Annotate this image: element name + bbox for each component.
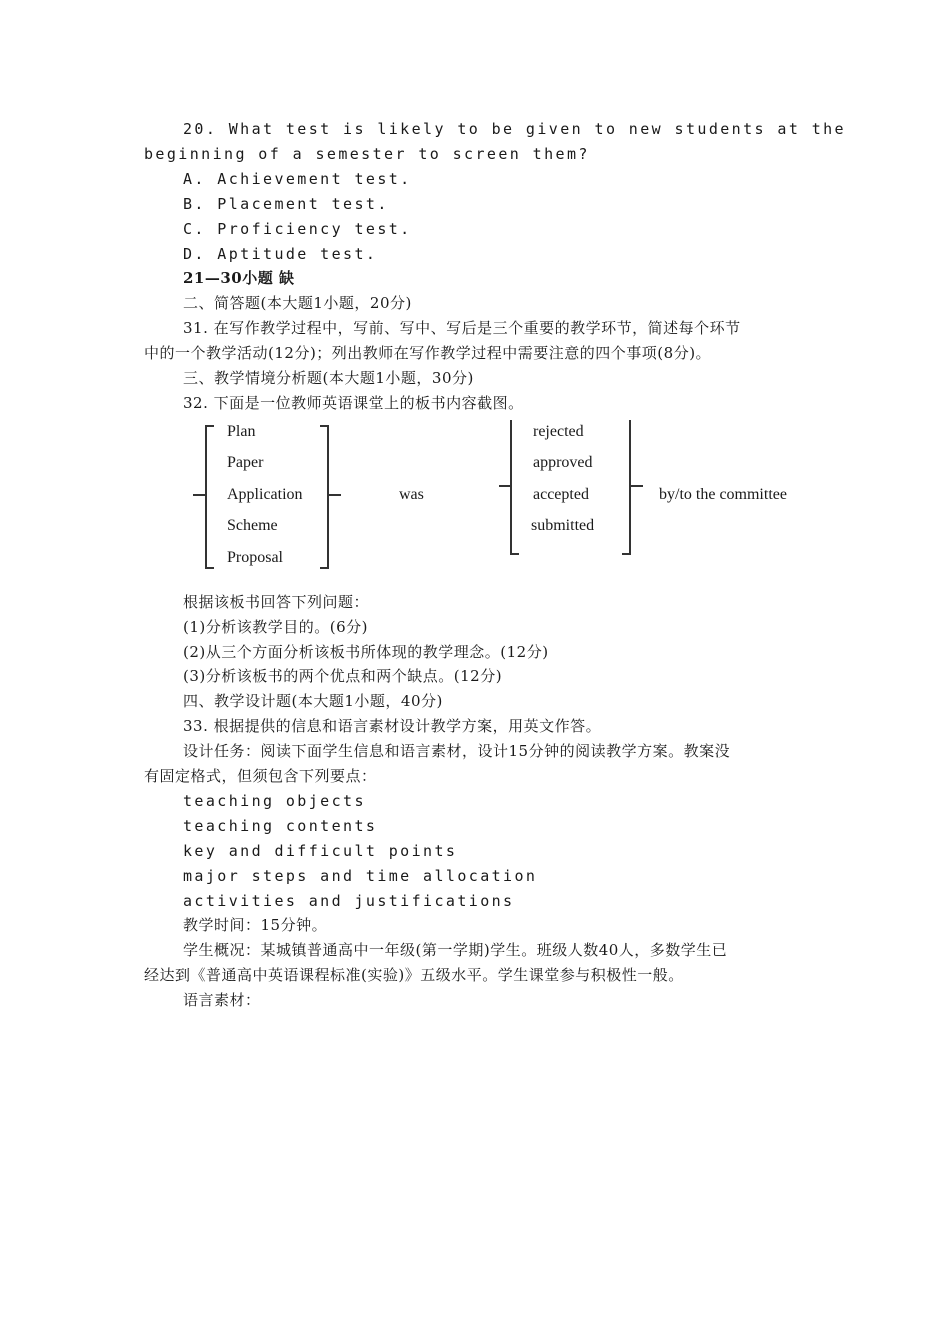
q32-sub3: (3)分析该板书的两个优点和两个缺点。(12分) xyxy=(183,667,503,685)
board-subject-plan: Plan xyxy=(227,423,256,440)
q32-sub1: (1)分析该教学目的。(6分) xyxy=(183,618,368,636)
point-key-difficult: key and difficult points xyxy=(183,842,458,860)
language-material-label: 语言素材： xyxy=(183,991,261,1009)
q32-prompt: 根据该板书回答下列问题： xyxy=(183,593,370,611)
students-line2: 经达到《普通高中英语课程标准(实验)》五级水平。学生课堂参与积极性一般。 xyxy=(144,966,684,984)
q20-stem-line1: 20. What test is likely to be given to new students at the xyxy=(183,120,846,138)
point-major-steps: major steps and time allocation xyxy=(183,867,538,885)
q20-option-b: B. Placement test. xyxy=(183,195,389,213)
q20-option-c: C. Proficiency test. xyxy=(183,220,412,238)
task-line2: 有固定格式，但须包含下列要点： xyxy=(144,767,377,785)
missing-questions-note: 21—30小题 缺 xyxy=(183,269,295,287)
board-participle-rejected: rejected xyxy=(533,423,584,440)
q31-line1: 31. 在写作教学过程中，写前、写中、写后是三个重要的教学环节，简述每个环节 xyxy=(183,319,741,337)
board-tail: by/to the committee xyxy=(659,486,787,503)
board-participle-submitted: submitted xyxy=(531,517,595,534)
board-participle-accepted: accepted xyxy=(533,486,589,503)
board-subject-paper: Paper xyxy=(227,454,264,471)
board-subject-application: Application xyxy=(227,486,303,503)
section2-heading: 二、简答题(本大题1小题，20分) xyxy=(183,294,412,312)
q20-stem-line2: beginning of a semester to screen them? xyxy=(144,145,590,163)
board-subject-scheme: Scheme xyxy=(227,517,278,534)
teaching-time: 教学时间：15分钟。 xyxy=(183,916,328,934)
board-participle-approved: approved xyxy=(533,454,593,471)
q20-option-a: A. Achievement test. xyxy=(183,170,412,188)
board-verb: was xyxy=(399,486,424,503)
point-teaching-objects: teaching objects xyxy=(183,792,366,810)
q33-text: 33. 根据提供的信息和语言素材设计教学方案，用英文作答。 xyxy=(183,717,602,735)
q31-line2: 中的一个教学活动(12分)；列出教师在写作教学过程中需要注意的四个事项(8分)。 xyxy=(144,344,712,362)
students-line1: 学生概况：某城镇普通高中一年级(第一学期)学生。班级人数40人，多数学生已 xyxy=(183,941,728,959)
q32-sub2: (2)从三个方面分析该板书所体现的教学理念。(12分) xyxy=(183,643,549,661)
q20-option-d: D. Aptitude test. xyxy=(183,245,378,263)
q32-text: 32. 下面是一位教师英语课堂上的板书内容截图。 xyxy=(183,394,524,412)
board-subject-proposal: Proposal xyxy=(227,549,283,566)
section3-heading: 三、教学情境分析题(本大题1小题，30分) xyxy=(183,369,474,387)
task-line1: 设计任务：阅读下面学生信息和语言素材，设计15分钟的阅读教学方案。教案没 xyxy=(183,742,731,760)
point-teaching-contents: teaching contents xyxy=(183,817,378,835)
section4-heading: 四、教学设计题(本大题1小题，40分) xyxy=(183,692,443,710)
point-activities: activities and justifications xyxy=(183,892,515,910)
